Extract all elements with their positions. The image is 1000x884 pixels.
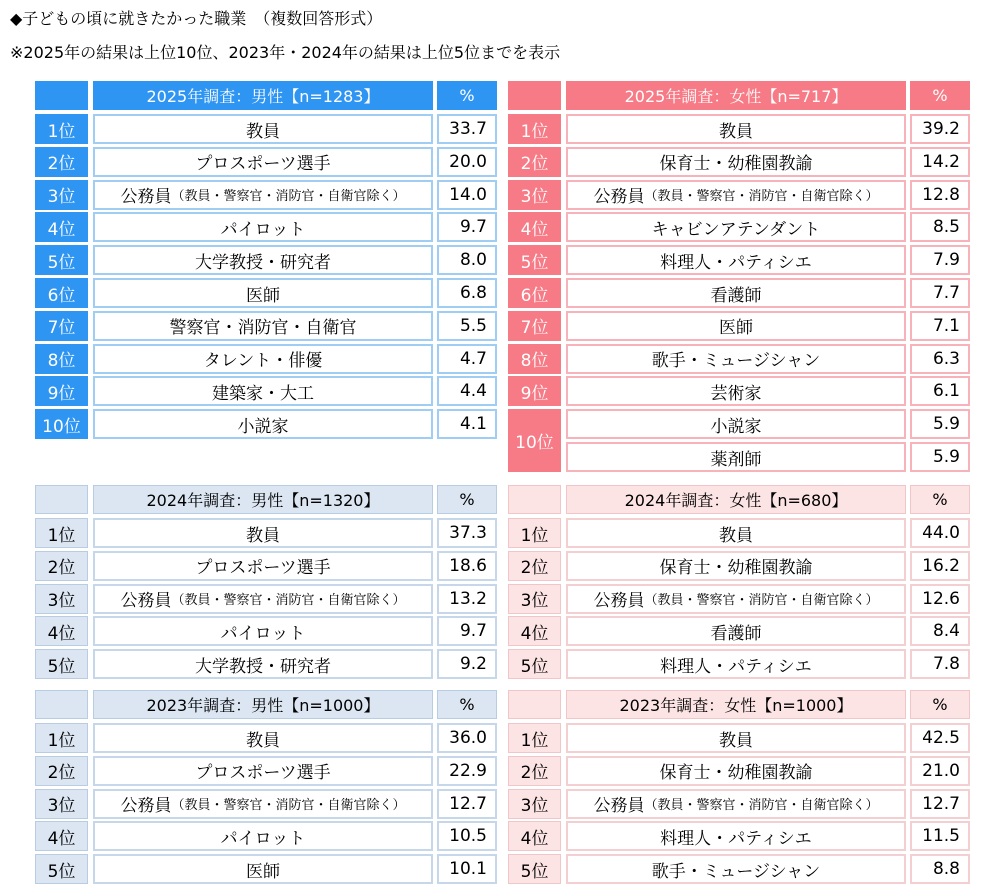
percent-value: 20.0: [437, 147, 497, 177]
occupation-label: タレント・俳優: [203, 351, 323, 372]
percent-header: %: [910, 485, 970, 514]
rank-cell: 7位: [508, 311, 561, 341]
occupation-label: 公務員: [120, 796, 172, 817]
occupation-label: プロスポーツ選手: [195, 154, 331, 175]
occupation-label: プロスポーツ選手: [195, 763, 331, 784]
occupation-label: 教員: [246, 121, 280, 142]
rank-cell: 2位: [35, 147, 88, 177]
occupation-name: [566, 212, 906, 242]
percent-value: 10.1: [437, 854, 497, 884]
rank-cell: 6位: [508, 278, 561, 308]
occupation-label: 教員: [719, 525, 753, 546]
occupation-label: 料理人・パティシエ: [660, 828, 812, 849]
occupation-note: （教員・警察官・消防官・自衛官除く）: [644, 593, 879, 609]
percent-header: %: [437, 485, 497, 514]
occupation-label: 公務員: [593, 187, 645, 208]
occupation-name: [566, 789, 906, 819]
percent-value: 12.6: [910, 584, 970, 614]
occupation-name: [93, 551, 433, 581]
percent-value: 42.5: [910, 723, 970, 753]
rank-cell: 2位: [508, 147, 561, 177]
rank-cell: 7位: [35, 311, 88, 341]
header-rank-cell: [35, 485, 88, 514]
rank-cell: 1位: [35, 518, 88, 548]
percent-value: 6.3: [910, 344, 970, 374]
occupation-label: 保育士・幼稚園教諭: [659, 558, 813, 579]
occupation-label: プロスポーツ選手: [195, 558, 331, 579]
rank-cell: 2位: [508, 756, 561, 786]
header-rank-cell: [508, 81, 561, 110]
rank-cell: 5位: [35, 854, 88, 884]
occupation-label: 歌手・ミュージシャン: [651, 351, 821, 372]
table-title: 2024年調査：女性【n=680】: [566, 485, 906, 514]
rank-cell: 1位: [508, 723, 561, 753]
occupation-name: [93, 114, 433, 144]
rank-cell: 4位: [35, 212, 88, 242]
occupation-label: 医師: [719, 318, 753, 339]
rank-cell: 1位: [508, 114, 561, 144]
rank-cell: 3位: [508, 180, 561, 210]
table-title: 2025年調査：女性【n=717】: [566, 81, 906, 110]
percent-value: 5.5: [437, 311, 497, 341]
occupation-name: [566, 723, 906, 753]
occupation-name: [93, 212, 433, 242]
rank-cell: 10位: [508, 409, 561, 472]
rank-cell: 3位: [35, 789, 88, 819]
rank-cell: 1位: [35, 114, 88, 144]
occupation-label: 医師: [246, 861, 280, 882]
percent-value: 16.2: [910, 551, 970, 581]
occupation-note: （教員・警察官・消防官・自衛官除く）: [644, 798, 879, 814]
occupation-name: [93, 409, 433, 439]
rank-cell: 4位: [35, 616, 88, 646]
occupation-label: 教員: [246, 525, 280, 546]
rank-cell: 8位: [35, 344, 88, 374]
occupation-name: [566, 180, 906, 210]
percent-value: 5.9: [910, 442, 970, 472]
occupation-label: 小説家: [710, 416, 762, 437]
table-title: 2024年調査：男性【n=1320】: [93, 485, 433, 514]
percent-value: 18.6: [437, 551, 497, 581]
occupation-label: 保育士・幼稚園教諭: [659, 763, 813, 784]
occupation-label: パイロット: [220, 828, 306, 849]
rank-cell: 5位: [508, 649, 561, 679]
percent-header: %: [437, 81, 497, 110]
rank-cell: 2位: [35, 756, 88, 786]
occupation-label: 教員: [719, 121, 753, 142]
percent-value: 7.8: [910, 649, 970, 679]
occupation-label: 看護師: [710, 623, 762, 644]
percent-value: 5.9: [910, 409, 970, 439]
page-heading: ◆子どもの頃に就きたかった職業 （複数回答形式）: [10, 9, 383, 28]
occupation-name: [566, 821, 906, 851]
occupation-name: [566, 311, 906, 341]
percent-header: %: [910, 690, 970, 719]
percent-value: 4.4: [437, 376, 497, 406]
percent-value: 6.1: [910, 376, 970, 406]
percent-value: 4.7: [437, 344, 497, 374]
occupation-label: 教員: [246, 730, 280, 751]
percent-value: 8.0: [437, 245, 497, 275]
occupation-name: [93, 147, 433, 177]
occupation-name: [93, 723, 433, 753]
percent-value: 4.1: [437, 409, 497, 439]
occupation-name: [566, 584, 906, 614]
rank-cell: 3位: [35, 180, 88, 210]
header-rank-cell: [508, 485, 561, 514]
occupation-name: [566, 376, 906, 406]
table-title: 2023年調査：女性【n=1000】: [566, 690, 906, 719]
rank-cell: 1位: [508, 518, 561, 548]
occupation-label: 教員: [719, 730, 753, 751]
percent-value: 33.7: [437, 114, 497, 144]
occupation-note: （教員・警察官・消防官・自衛官除く）: [644, 189, 879, 205]
rank-cell: 5位: [35, 245, 88, 275]
occupation-name: [566, 245, 906, 275]
table-title: 2023年調査：男性【n=1000】: [93, 690, 433, 719]
occupation-label: 公務員: [593, 591, 645, 612]
percent-value: 44.0: [910, 518, 970, 548]
occupation-name: [566, 649, 906, 679]
rank-cell: 2位: [35, 551, 88, 581]
percent-header: %: [910, 81, 970, 110]
occupation-label: 小説家: [237, 416, 289, 437]
rank-cell: 10位: [35, 409, 88, 439]
rank-cell: 9位: [508, 376, 561, 406]
occupation-label: 大学教授・研究者: [195, 252, 331, 273]
percent-value: 8.5: [910, 212, 970, 242]
percent-value: 12.7: [437, 789, 497, 819]
occupation-name: [93, 245, 433, 275]
occupation-name: [93, 278, 433, 308]
rank-cell: 4位: [35, 821, 88, 851]
occupation-label: 建築家・大工: [212, 383, 314, 404]
header-rank-cell: [35, 81, 88, 110]
occupation-name: [93, 584, 433, 614]
occupation-label: 公務員: [120, 591, 172, 612]
occupation-label: 料理人・パティシエ: [660, 252, 812, 273]
rank-cell: 4位: [508, 212, 561, 242]
occupation-note: （教員・警察官・消防官・自衛官除く）: [171, 798, 406, 814]
rank-cell: 6位: [35, 278, 88, 308]
occupation-label: 大学教授・研究者: [195, 656, 331, 677]
rank-cell: 9位: [35, 376, 88, 406]
percent-value: 9.7: [437, 212, 497, 242]
percent-value: 39.2: [910, 114, 970, 144]
percent-value: 8.8: [910, 854, 970, 884]
occupation-label: パイロット: [220, 219, 306, 240]
occupation-name: [93, 821, 433, 851]
occupation-name: [93, 616, 433, 646]
percent-value: 7.9: [910, 245, 970, 275]
percent-value: 10.5: [437, 821, 497, 851]
occupation-name: [566, 518, 906, 548]
occupation-name: [93, 854, 433, 884]
occupation-name: [93, 180, 433, 210]
rank-cell: 5位: [508, 854, 561, 884]
percent-value: 14.2: [910, 147, 970, 177]
occupation-note: （教員・警察官・消防官・自衛官除く）: [171, 189, 406, 205]
header-rank-cell: [35, 690, 88, 719]
percent-header: %: [437, 690, 497, 719]
rank-cell: 5位: [35, 649, 88, 679]
page-note: ※2025年の結果は上位10位、2023年・2024年の結果は上位5位までを表示: [10, 43, 561, 62]
occupation-note: （教員・警察官・消防官・自衛官除く）: [171, 593, 406, 609]
occupation-name: [566, 854, 906, 884]
occupation-name: [566, 114, 906, 144]
occupation-label: 芸術家: [710, 383, 762, 404]
percent-value: 37.3: [437, 518, 497, 548]
occupation-name: [566, 616, 906, 646]
rank-cell: 3位: [35, 584, 88, 614]
occupation-label: 料理人・パティシエ: [660, 656, 812, 677]
occupation-label: 公務員: [120, 187, 172, 208]
occupation-name: [93, 311, 433, 341]
occupation-name: [566, 551, 906, 581]
occupation-label: 看護師: [710, 285, 762, 306]
percent-value: 8.4: [910, 616, 970, 646]
occupation-name: [93, 518, 433, 548]
percent-value: 7.7: [910, 278, 970, 308]
occupation-name: [93, 344, 433, 374]
rank-cell: 3位: [508, 789, 561, 819]
occupation-label: 保育士・幼稚園教諭: [659, 154, 813, 175]
occupation-name: [566, 756, 906, 786]
rank-cell: 8位: [508, 344, 561, 374]
occupation-name: [566, 147, 906, 177]
rank-cell: 4位: [508, 616, 561, 646]
occupation-label: 医師: [246, 285, 280, 306]
percent-value: 9.2: [437, 649, 497, 679]
percent-value: 12.7: [910, 789, 970, 819]
occupation-name: [93, 376, 433, 406]
percent-value: 12.8: [910, 180, 970, 210]
percent-value: 13.2: [437, 584, 497, 614]
occupation-label: 薬剤師: [710, 449, 762, 470]
occupation-name: [93, 649, 433, 679]
occupation-name: [93, 789, 433, 819]
occupation-label: 歌手・ミュージシャン: [651, 861, 821, 882]
percent-value: 14.0: [437, 180, 497, 210]
occupation-label: パイロット: [220, 623, 306, 644]
percent-value: 9.7: [437, 616, 497, 646]
rank-cell: 5位: [508, 245, 561, 275]
occupation-name: [566, 278, 906, 308]
occupation-name: [93, 756, 433, 786]
occupation-label: 警察官・消防官・自衛官: [169, 318, 357, 339]
percent-value: 11.5: [910, 821, 970, 851]
percent-value: 36.0: [437, 723, 497, 753]
occupation-name: [566, 409, 906, 439]
rank-cell: 4位: [508, 821, 561, 851]
percent-value: 6.8: [437, 278, 497, 308]
header-rank-cell: [508, 690, 561, 719]
occupation-name: [566, 442, 906, 472]
percent-value: 22.9: [437, 756, 497, 786]
percent-value: 21.0: [910, 756, 970, 786]
occupation-label: キャビンアテンダント: [651, 219, 821, 240]
rank-cell: 3位: [508, 584, 561, 614]
occupation-label: 公務員: [593, 796, 645, 817]
table-title: 2025年調査：男性【n=1283】: [93, 81, 433, 110]
occupation-name: [566, 344, 906, 374]
rank-cell: 1位: [35, 723, 88, 753]
percent-value: 7.1: [910, 311, 970, 341]
rank-cell: 2位: [508, 551, 561, 581]
